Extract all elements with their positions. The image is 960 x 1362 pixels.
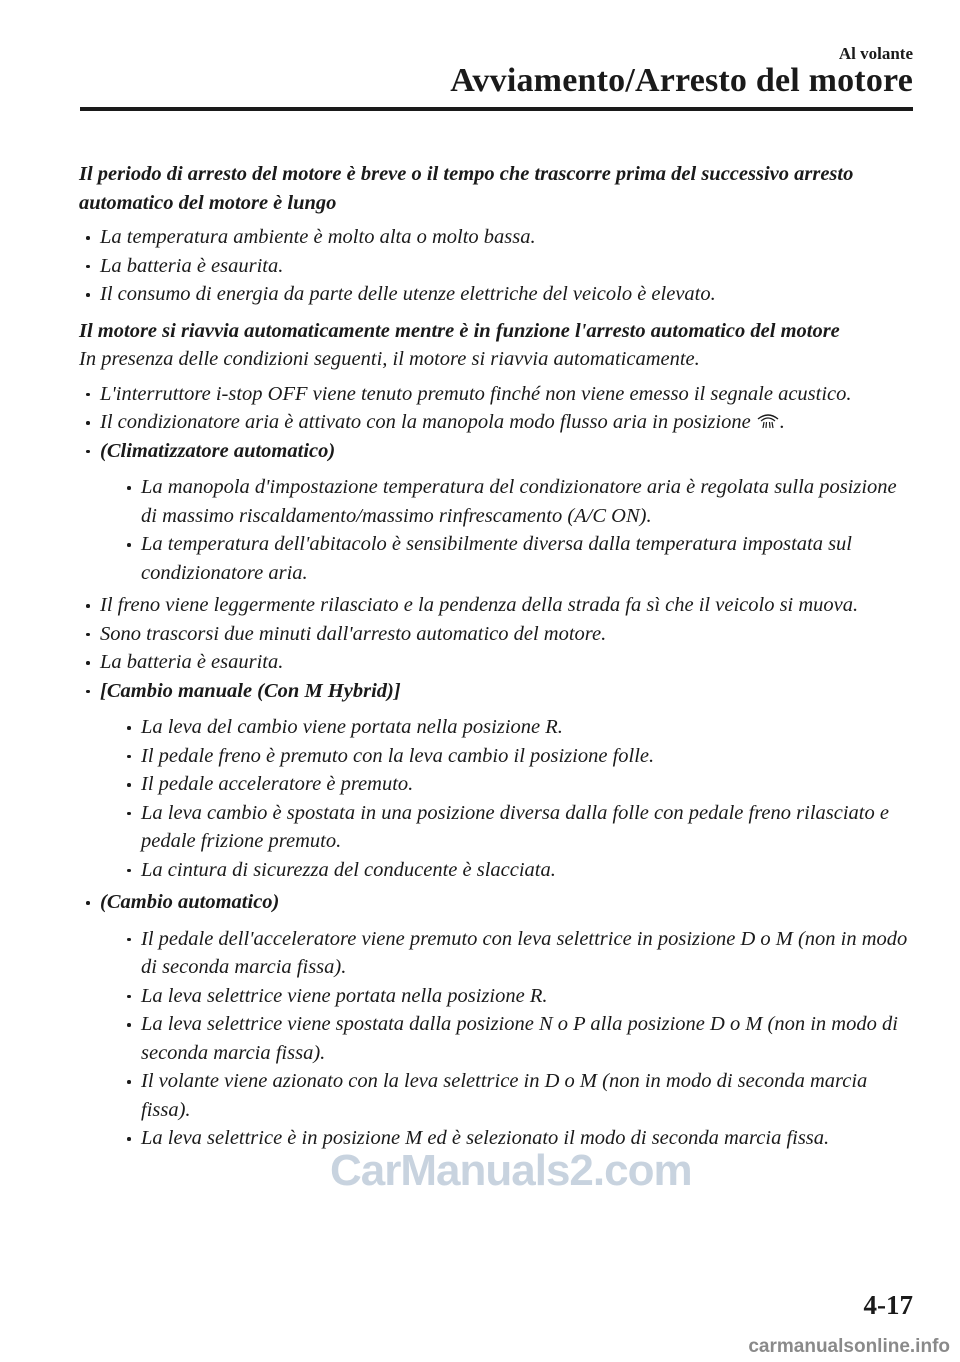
list-item: La leva selettrice è in posizione M ed è selezionato il modo di seconda marcia fissa.	[120, 1124, 913, 1153]
automatic-sublist	[100, 925, 913, 1153]
header-rule	[80, 107, 913, 111]
automatic-label: (Cambio automatico)	[100, 891, 280, 913]
airflow-end: .	[779, 411, 785, 433]
running-header-section: Al volante	[838, 44, 913, 63]
list-item: La cintura di sicurezza del conducente è slacciata.	[120, 856, 913, 885]
list-item: La leva del cambio viene portata nella posizione R.	[120, 713, 913, 742]
page-body	[79, 160, 913, 1157]
watermark-logo: CarManuals2.com	[330, 1146, 692, 1195]
list-item-automatic	[79, 888, 913, 1153]
condition-list-2	[79, 380, 913, 1153]
list-item: La manopola d'impostazione temperatura del condizionatore aria è regolata sulla posizione di massimo riscaldamento/massimo rinfrescamento (A/C ON).	[120, 473, 913, 530]
condition-list-1	[79, 223, 913, 309]
list-item: La leva cambio è spostata in una posizione diversa dalla folle con pedale freno rilasciato e pedale frizione premuto.	[120, 799, 913, 856]
airflow-text: Il condizionatore aria è attivato con la manopola modo flusso aria in posizione	[100, 411, 751, 433]
list-item: Il pedale freno è premuto con la leva cambio il posizione folle.	[120, 742, 913, 771]
page-number: 4-17	[863, 1290, 913, 1320]
list-item-airflow	[79, 408, 913, 437]
intro-text: In presenza delle condizioni seguenti, il motore si riavvia automaticamente.	[79, 348, 700, 370]
list-item: La temperatura ambiente è molto alta o molto bassa.	[79, 223, 913, 252]
climate-sublist	[100, 473, 913, 587]
windshield-defroster-icon	[756, 409, 780, 427]
footer-watermark: carmanualsonline.info	[748, 1336, 950, 1357]
list-item: Il consumo di energia da parte delle utenze elettriche del veicolo è elevato.	[79, 280, 913, 309]
manual-label: [Cambio manuale (Con M Hybrid)]	[100, 679, 401, 702]
list-item: Sono trascorsi due minuti dall'arresto automatico del motore.	[79, 620, 913, 649]
list-item: La temperatura dell'abitacolo è sensibilmente diversa dalla temperatura impostata sul condizionatore aria.	[120, 530, 913, 587]
list-item: Il pedale acceleratore è premuto.	[120, 770, 913, 799]
list-item: La leva selettrice viene spostata dalla posizione N o P alla posizione D o M (non in modo di seconda marcia fissa).	[120, 1010, 913, 1067]
list-item: La leva selettrice viene portata nella posizione R.	[120, 982, 913, 1011]
manual-sublist	[100, 713, 913, 884]
list-item: Il freno viene leggermente rilasciato e la pendenza della strada fa sì che il veicolo si muova.	[79, 591, 913, 620]
list-item: L'interruttore i-stop OFF viene tenuto premuto finché non viene emesso il segnale acustico.	[79, 380, 913, 409]
list-item-manual	[79, 677, 913, 885]
running-header-title: Avviamento/Arresto del motore	[450, 62, 913, 99]
section-heading-early-restart: Il periodo di arresto del motore è breve o il tempo che trascorre prima del successivo arresto automatico del motore è lungo	[79, 163, 854, 214]
climate-label: (Climatizzatore automatico)	[100, 439, 336, 462]
list-item: La batteria è esaurita.	[79, 648, 913, 677]
list-item: Il pedale dell'acceleratore viene premuto con leva selettrice in posizione D o M (non in modo di seconda marcia fissa).	[120, 925, 913, 982]
section-heading-auto-restart: Il motore si riavvia automaticamente mentre è in funzione l'arresto automatico del motore	[79, 319, 840, 342]
list-item-climate	[79, 437, 913, 588]
list-item: La batteria è esaurita.	[79, 252, 913, 281]
list-item: Il volante viene azionato con la leva selettrice in D o M (non in modo di seconda marcia fissa).	[120, 1067, 913, 1124]
